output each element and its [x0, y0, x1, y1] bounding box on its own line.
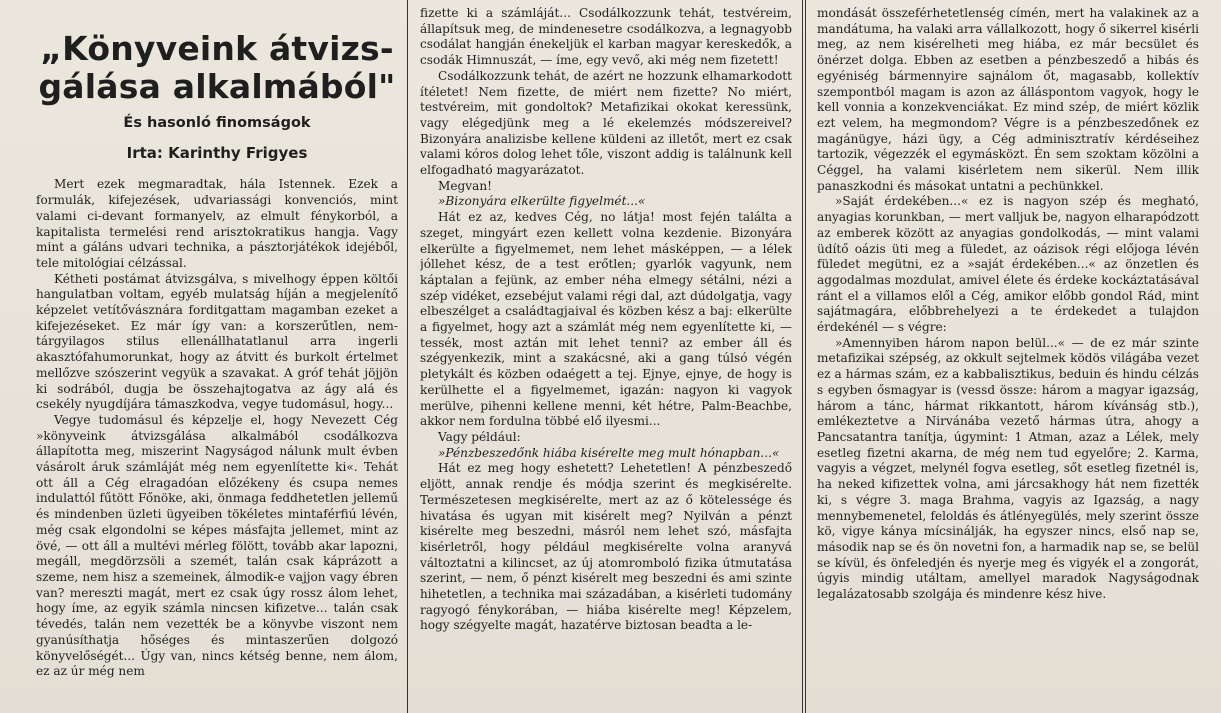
paragraph: Vegye tudomásul és képzelje el, hogy Nevezett Cég »könyveink átvizsgálása alkalmából csodálkozva állapította meg, miszerint Nagyságod nálunk mult évben vásárolt áruk számláját még nem egyenlítette ki«. Tehát ott áll a Cég elragadóan előzékeny és csupa nemes indulattól fűtött Főnöke, aki, önmaga feddhetetlen jellemű és mindenben üzleti ügyeiben tökéletes mintaférfiú lévén, még csak elgondolni se képes másfajta jellemet, mint az övé, — ott áll a multévi mérleg fölött, tovább akar lapozni, megáll, megdörzsöli a szemét, talán csak káprázott a szeme, nem hisz a szemeinek, álmodik-e vajjon vagy ébren van? mereszti magát, mert ez csak úgy rossz álom lehet, hogy íme, az egyik számla nincsen kifizetve... talán csak tévedés, talán nem vezették be a könyvbe viszont nem gyanúsíthatja hőséges és mintaszerűen dolgozó könyvelőségét... Úgy van, nincs kétség benne, nem álom, ez az úr még nem: [36, 412, 398, 679]
article-headline: „Könyveink átvizs-gálása alkalmából": [38, 29, 396, 106]
column-divider: [802, 0, 803, 713]
paragraph: »Saját érdekében...« ez is nagyon szép és megható, anyagias korunkban, — mert valljuk be, nagyon elharapódzott az emberek között az anyagias gondolkodás, — mint valami üdítő oázis üti meg a füledet, az oázisok régi előjoga lévén füledet megütni, ez a »saját érdekében...« az önzetlen és aggodalmas mozdulat, amivel élete és érdeke kockáztatásával ránt el a villamos elől a Cég, amikor előbb gondol Rád, mint sajátmagára, előbbrehelyezi a te érdekedet a tulajdon érdekénél — s végre:: [817, 194, 1199, 335]
column-divider: [805, 0, 806, 713]
paragraph: Mert ezek megmaradtak, hála Istennek. Ezek a formulák, kifejezések, udvariassági konvenciós, mint valami ci-devant formanyelv, az elmult fénykorból, a kapitalista termelési rend arisztokratikus hangja. Vagy mint a gáláns udvari technika, a pásztorjátékok idejéből, tele mitológiai célzással.: [36, 177, 398, 270]
quoted-phrase: »Bizonyára elkerülte figyelmét...«: [438, 194, 646, 209]
paragraph: Hát ez az, kedves Cég, no látja! most fején találta a szeget, mingyárt ezen kellett volna kezdenie. Bizonyára elkerülte a figyelmemet, nem lehet másképpen, — a lélek jóllehet kész, de a test erőtlen; gyarlók vagyunk, nem káptalan a fejünk, az ember néha elmegy sétálni, nézi a szép vidéket, ezsebéjut valami régi dal, azt dúdolgatja, vagy elbeszélget a családtagjaival és közben kész a baj: elkerülte a figyelmet, hogy azt a számlát még nem egyenlítette ki, — tessék, most aztán mit lehet tenni? az ember áll és szégyenkezik, mint a szakácsné, aki a gang túlsó végén pletykált és közben odaégett a tej. Ejnye, ejnye, de hogy is kerülhette el a figyelmemet, igazán: nagyon ki vagyok merülve, pihenni kellene menni, két hétre, Palm-Beachbe, akkor nem fordulna többé elő ilyesmi...: [420, 210, 792, 429]
column-1: [36, 6, 398, 709]
article-subtitle: És hasonló finomságok: [123, 115, 311, 131]
paragraph: Vagy például:: [438, 429, 521, 444]
paragraph: mondását összeférhetetlenség címén, mert ha valakinek az a mandátuma, ha valaki arra vállalkozott, hogy ő sikerrel kisérli meg, az nem kisérelheti meg hiába, ez már becsület és önérzet dolga. Ebben az esetben a pénzbeszedő a hibás és egyéniség bármennyire sajnálom őt, magasabb, kollektív szempontból magam is azon az álláspontom vagyok, hogy le kell vonnia a konzekvenciákat. Ez mind szép, de miért közlik ezt velem, ha megmondom? Végre is a pénzbeszedőnek ez magánügye, házi ügy, a Cég adminisztratív kérdéseihez tartozik, végezzék el egymásközt. Én sem szoktam közölni a Céggel, ha valami kisérletem nem sikerül. Nem illik panaszkodni és másokat untatni a pechünkkel.: [817, 6, 1199, 193]
paragraph: Csodálkozzunk tehát, de azért ne hozzunk elhamarkodott ítéletet! Nem fizette, de miért nem fizette? No miért, testvéreim, mit gondoltok? Metafizikai okokat keressünk, vagy elégedjünk meg a lé ekelemzés módszereivel? Bizonyára analizisbe kellene küldeni az illetőt, mert ez csak valami kóros dolog lehet tőle, viszont addig is találnunk kell elfogadható magyarázatot.: [420, 68, 792, 178]
column-divider: [407, 0, 408, 713]
paragraph: »Amennyiben három napon belül...« — de ez már szinte metafizikai szépség, az okkult sejtelmek ködös világába vezet ez a hármas szám, ez a kabbalisztikus, beduin és hindu célzás s egyben ősmagyar is (vessd össze: három a magyar igazság, három a tánc, hármat rikkantott, három kívánság stb.), emlékeztetve a Nirvánába vezető hármas útra, ahogy a Pancsatantra tanítja, úgymint: 1 Atman, azaz a Lélek, mely esetleg fizetni akarna, de még nem tud egyelőre; 2. Karma, vagyis a végzet, melynél fogva esetleg, sőt esetleg fizetnél is, ha neked kifizettek volna, ami járcsakhogy hát nem fizették ki, s végre 3. maga Brahma, vagyis az Igazság, a nagy mennybemenetel, feloldás és átlényegülés, mely szerint össze kö, vigye kánya mícsinálják, ha egyszer nincs, első nap se, második nap se és ön novetni fon, a harmadik nap se, se belül se kívül, és önfeledjén és nyerje meg és vigyék el a zongorát, úgyis mindig utáltam, amellyel maradok Nagyságodnak legalázatosabb szolgája és mindenre kész hive.: [817, 335, 1199, 602]
paragraph: Kétheti postámat átvizsgálva, s mivelhogy éppen költői hangulatban voltam, egyéb mulatság híján a megjelenítő képzelet vetítővásznára forditgattam magamban ezeket a kifejezéseket. Ez már így van: a korszerűtlen, nem-tárgyilagos stilus ellenállhatatlanul arra ingerli akasztófahumorunkat, hogy az átvitt és burkolt értelmet mellőzve szószerint vegyük a szavakat. A gróf tehát jöjjön ki sodrából, dugja be összehajtogatva az ágy alá és csekély nyugdíjára támaszkodva, vegye tudomásul, hogy...: [36, 271, 398, 412]
article-byline: Irta: Karinthy Frigyes: [126, 143, 308, 162]
column-3: [817, 6, 1199, 709]
quoted-phrase: »Pénzbeszedőnk hiába kisérelte meg mult hónapban...«: [438, 445, 780, 460]
paragraph: Megvan!: [438, 178, 492, 193]
column-2: [420, 6, 792, 709]
paragraph: fizette ki a számláját... Csodálkozzunk tehát, testvéreim, állapítsuk meg, de mindenesetre csodálkozva, a legnagyobb csodálat hangján énekeljük el karban magyar kereskedők, a csodák Himnuszát, — íme, egy vevő, aki még nem fizetett!: [420, 6, 792, 68]
paragraph: Hát ez meg hogy eshetett? Lehetetlen! A pénzbeszedő eljött, annak rendje és módja szerint és megkisérelte. Természetesen megkisérelte, mert az az ő kötelessége és hivatása és ugyan mit kisérelt meg? Nyilván a pénzt kisérelte meg beszedni, másról nem lehet szó, másfajta kisérletről, hogy például megkisérelte volna aranyvá változtatni a kilincset, az új atomromboló fizika útmutatása szerint, — nem, ő pénzt kisérelt meg beszedni és ami szinte hihetetlen, a technika mai századában, a kisérleti tudomány ragyogó fénykorában, — hiába kisérelte meg! Képzelem, hogy szégyelte magát, hazatérve biztosan beadta a le-: [420, 461, 792, 633]
